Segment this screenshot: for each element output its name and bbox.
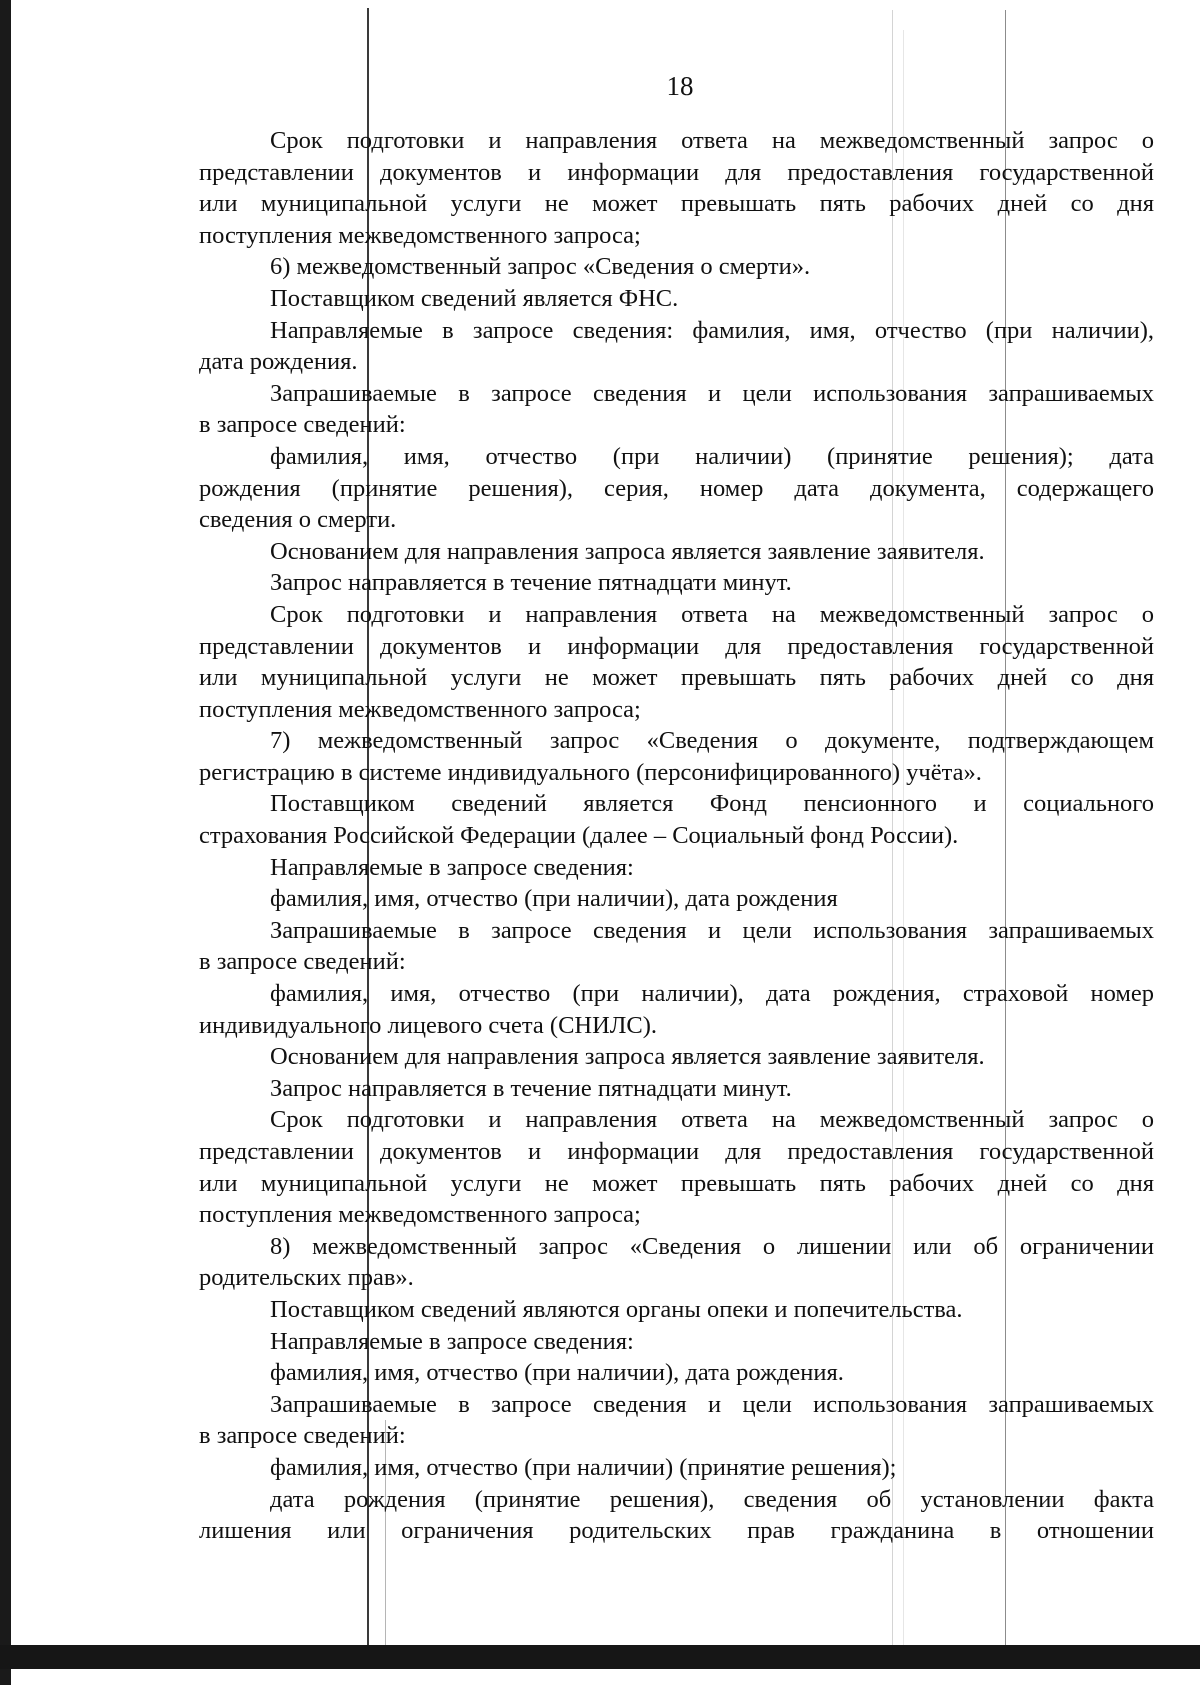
- text-line: в запросе сведений:: [199, 1422, 406, 1450]
- text-line: поступления межведомственного запроса;: [199, 221, 641, 249]
- text-line: Основанием для направления запроса является заявление заявителя.: [270, 537, 985, 565]
- page-number: 18: [666, 71, 694, 101]
- text-line: или муниципальной услуги не может превышать пять рабочих дней со дня: [199, 1169, 1154, 1197]
- text-line: рождения (принятие решения), серия, номер дата документа, содержащего: [199, 474, 1154, 502]
- text-line: родительских прав».: [199, 1264, 414, 1292]
- text-line: Срок подготовки и направления ответа на межведомственный запрос о: [270, 127, 1154, 154]
- text-line: Направляемые в запросе сведения:: [270, 1327, 634, 1355]
- text-line: представлении документов и информации для предоставления государственной: [199, 632, 1154, 660]
- text-line: в запросе сведений:: [199, 948, 406, 976]
- text-line: Запрашиваемые в запросе сведения и цели использования запрашиваемых: [270, 1390, 1154, 1418]
- text-line: представлении документов и информации для предоставления государственной: [199, 1138, 1154, 1165]
- text-line: 8) межведомственный запрос «Сведения о лишении или об ограничении: [270, 1232, 1154, 1260]
- text-line: Поставщиком сведений является Фонд пенсионного и социального: [270, 790, 1154, 818]
- text-line: индивидуального лицевого счета (СНИЛС).: [199, 1011, 658, 1039]
- text-line: Направляемые в запросе сведения: фамилия, имя, отчество (при наличии),: [270, 316, 1154, 344]
- text-line: Основанием для направления запроса является заявление заявителя.: [270, 1043, 985, 1071]
- text-line: регистрацию в системе индивидуального (персонифицированного) учёта».: [199, 758, 982, 786]
- text-line: Срок подготовки и направления ответа на межведомственный запрос о: [270, 1106, 1154, 1134]
- text-line: Срок подготовки и направления ответа на межведомственный запрос о: [270, 600, 1154, 628]
- text-line: фамилия, имя, отчество (при наличии), дата рождения, страховой номер: [270, 980, 1154, 1008]
- text-line: представлении документов и информации для предоставления государственной: [199, 158, 1154, 186]
- document-body: [199, 125, 1154, 1547]
- text-line: фамилия, имя, отчество (при наличии) (принятие решения);: [270, 1453, 897, 1481]
- text-line: Запрашиваемые в запросе сведения и цели использования запрашиваемых: [270, 916, 1154, 944]
- text-line: дата рождения (принятие решения), сведения об установлении факта: [270, 1485, 1154, 1513]
- text-line: поступления межведомственного запроса;: [199, 695, 641, 723]
- text-line: Поставщиком сведений является ФНС.: [270, 284, 679, 312]
- text-line: поступления межведомственного запроса;: [199, 1201, 641, 1229]
- text-line: Запрос направляется в течение пятнадцати минут.: [270, 1074, 792, 1102]
- text-line: дата рождения.: [199, 348, 358, 376]
- text-line: сведения о смерти.: [199, 506, 397, 534]
- text-line: фамилия, имя, отчество (при наличии) (принятие решения); дата: [270, 442, 1154, 470]
- text-line: Поставщиком сведений являются органы опеки и попечительства.: [270, 1295, 963, 1323]
- text-line: 6) межведомственный запрос «Сведения о смерти».: [270, 253, 811, 281]
- text-line: фамилия, имя, отчество (при наличии), дата рождения.: [270, 1359, 844, 1387]
- text-line: Запрашиваемые в запросе сведения и цели использования запрашиваемых: [270, 379, 1154, 407]
- text-line: или муниципальной услуги не может превышать пять рабочих дней со дня: [199, 664, 1154, 692]
- text-line: фамилия, имя, отчество (при наличии), дата рождения: [270, 885, 838, 913]
- text-line: Запрос направляется в течение пятнадцати минут.: [270, 569, 792, 597]
- text-line: или муниципальной услуги не может превышать пять рабочих дней со дня: [199, 190, 1154, 218]
- text-line: Направляемые в запросе сведения:: [270, 853, 634, 881]
- text-line: в запросе сведений:: [199, 411, 406, 439]
- text-line: страхования Российской Федерации (далее – Социальный фонд России).: [199, 822, 959, 850]
- scan-bottom-bar: [0, 1645, 1200, 1669]
- text-line: 7) межведомственный запрос «Сведения о документе, подтверждающем: [270, 727, 1154, 755]
- scan-left-edge: [0, 0, 11, 1685]
- text-line: лишения или ограничения родительских прав гражданина в отношении: [199, 1517, 1154, 1545]
